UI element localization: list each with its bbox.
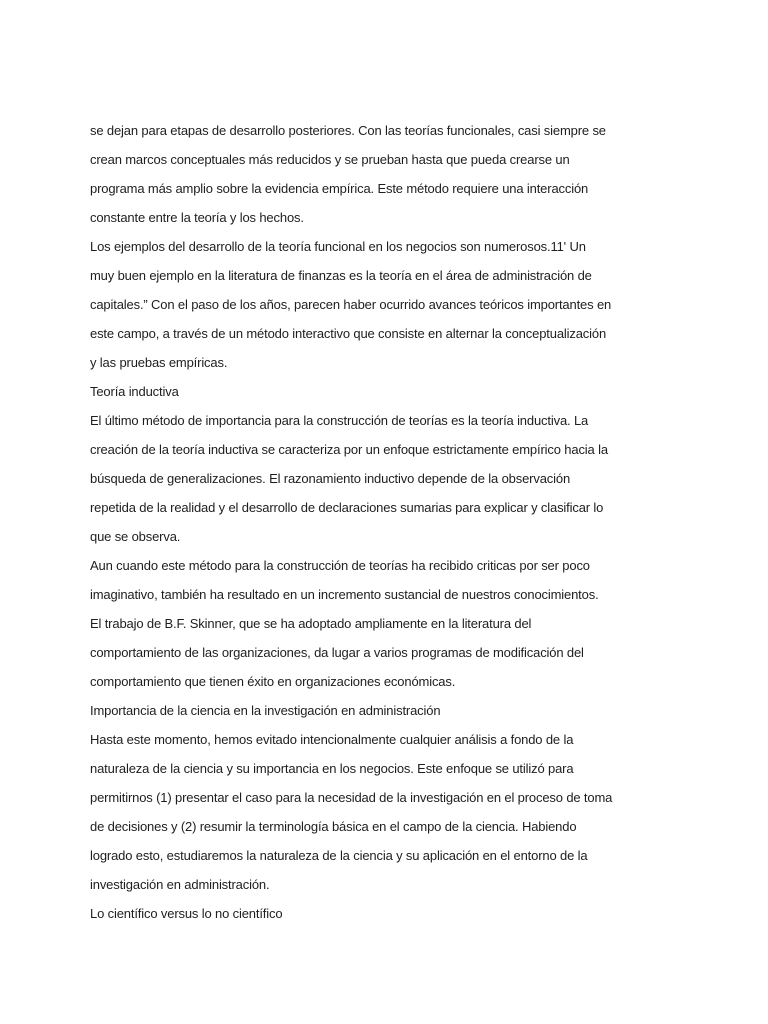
text-line: este campo, a través de un método interactivo que consiste en alternar la conceptualización — [90, 326, 607, 341]
text-line: crean marcos conceptuales más reducidos y se prueban hasta que pueda crearse un — [90, 152, 570, 167]
text-line: que se observa. — [90, 529, 181, 544]
text-line: se dejan para etapas de desarrollo posteriores. Con las teorías funcionales, casi siempre se — [90, 123, 606, 138]
text-line: Hasta este momento, hemos evitado intencionalmente cualquier análisis a fondo de la — [90, 732, 574, 747]
text-line: permitirnos (1) presentar el caso para la necesidad de la investigación en el proceso de toma — [90, 790, 613, 805]
text-line: de decisiones y (2) resumir la terminología básica en el campo de la ciencia. Habiendo — [90, 819, 577, 834]
text-line: creación de la teoría inductiva se caracteriza por un enfoque estrictamente empírico hacia la — [90, 442, 608, 457]
text-line: Los ejemplos del desarrollo de la teoría funcional en los negocios son numerosos.11' Un — [90, 239, 586, 254]
text-line: muy buen ejemplo en la literatura de finanzas es la teoría en el área de administración de — [90, 268, 592, 283]
text-line: búsqueda de generalizaciones. El razonamiento inductivo depende de la observación — [90, 471, 571, 486]
text-line: comportamiento que tienen éxito en organizaciones económicas. — [90, 674, 456, 689]
text-line: capitales.” Con el paso de los años, parecen haber ocurrido avances teóricos importantes en — [90, 297, 612, 312]
text-line: logrado esto, estudiaremos la naturaleza de la ciencia y su aplicación en el entorno de la — [90, 848, 588, 863]
section-heading: Lo científico versus lo no científico — [90, 906, 283, 921]
text-line: comportamiento de las organizaciones, da lugar a varios programas de modificación del — [90, 645, 584, 660]
text-line: constante entre la teoría y los hechos. — [90, 210, 304, 225]
text-line: y las pruebas empíricas. — [90, 355, 228, 370]
text-line: El último método de importancia para la construcción de teorías es la teoría inductiva. La — [90, 413, 589, 428]
text-line: naturaleza de la ciencia y su importancia en los negocios. Este enfoque se utilizó para — [90, 761, 574, 776]
text-line: investigación en administración. — [90, 877, 270, 892]
text-line: El trabajo de B.F. Skinner, que se ha adoptado ampliamente en la literatura del — [90, 616, 532, 631]
text-line: imaginativo, también ha resultado en un incremento sustancial de nuestros conocimientos. — [90, 587, 599, 602]
section-heading: Teoría inductiva — [90, 384, 179, 399]
section-heading: Importancia de la ciencia en la investigación en administración — [90, 703, 441, 718]
text-line: repetida de la realidad y el desarrollo de declaraciones sumarias para explicar y clasificar lo — [90, 500, 604, 515]
document-text — [90, 116, 690, 928]
text-line: programa más amplio sobre la evidencia empírica. Este método requiere una interacción — [90, 181, 589, 196]
text-line: Aun cuando este método para la construcción de teorías ha recibido criticas por ser poco — [90, 558, 590, 573]
